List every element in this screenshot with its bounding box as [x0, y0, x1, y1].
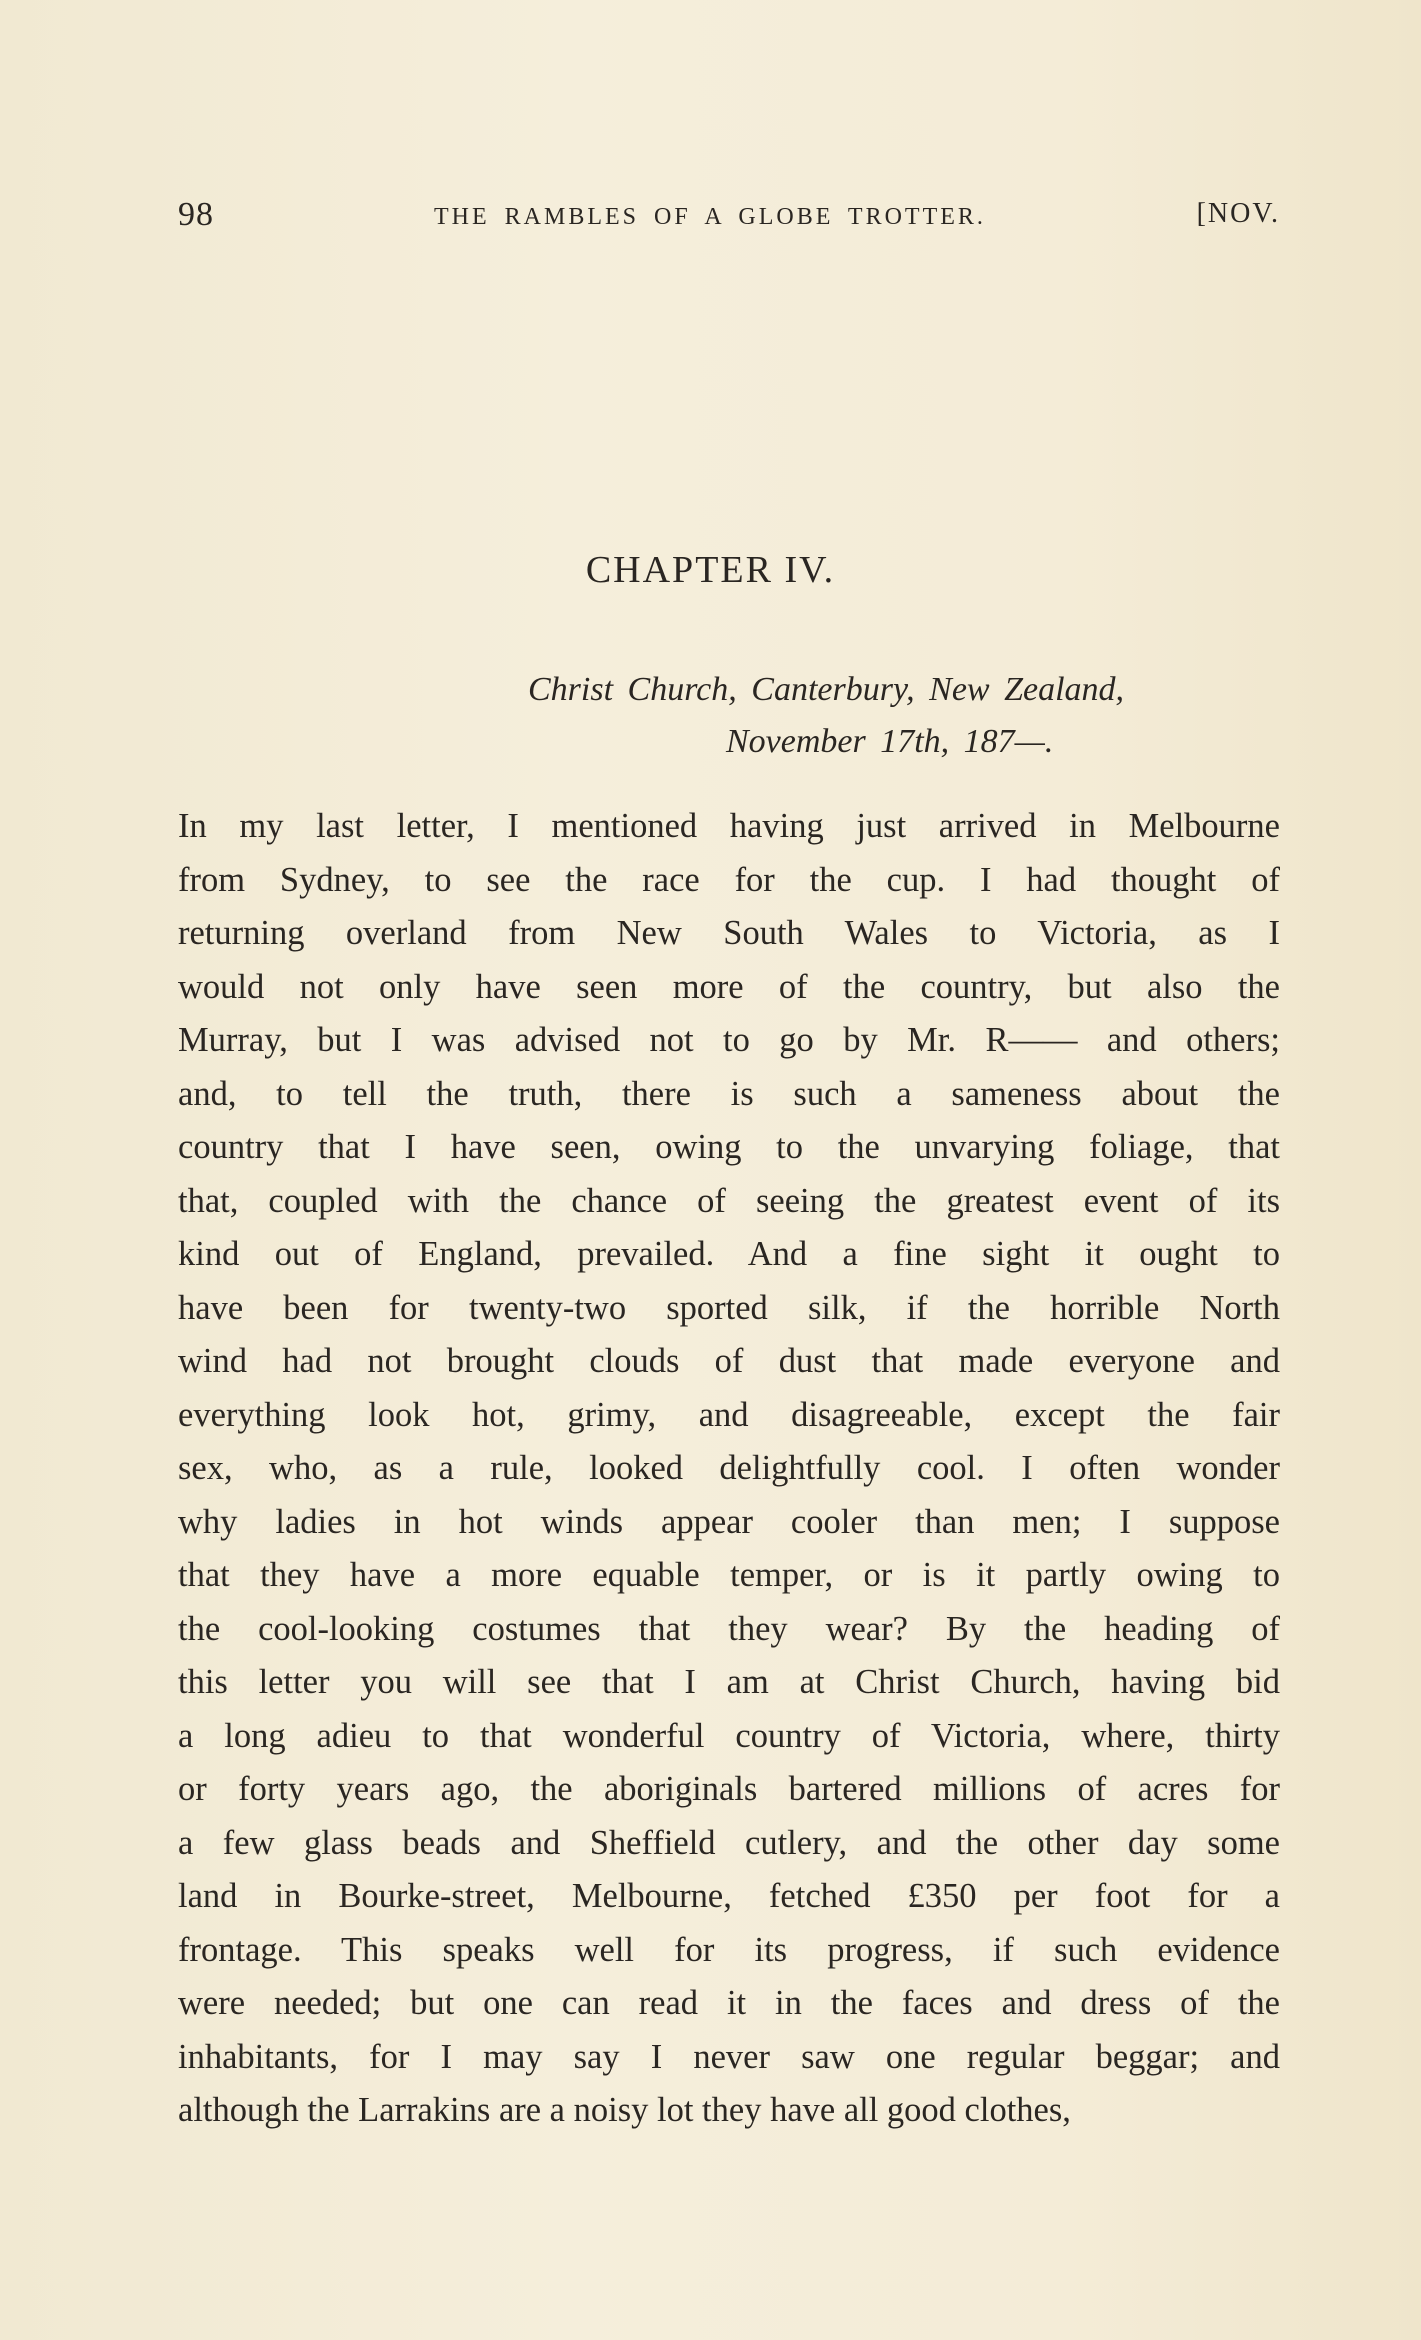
- text-line: kind out of England, prevailed. And a fine sight it ought to: [178, 1235, 1280, 1273]
- page-number: 98: [178, 196, 214, 233]
- text-line: In my last letter, I mentioned having just arrived in Melbourne: [178, 807, 1280, 845]
- text-line: why ladies in hot winds appear cooler than men; I suppose: [178, 1502, 1280, 1541]
- text-line: sex, who, as a rule, looked delightfully cool. I often wonder: [178, 1449, 1280, 1487]
- text-line: and, to tell the truth, there is such a sameness about the: [178, 1074, 1280, 1113]
- text-line: returning overland from New South Wales to Victoria, as I: [178, 914, 1280, 952]
- text-line: land in Bourke-street, Melbourne, fetched £350 per foot for a: [178, 1877, 1280, 1915]
- text-line: frontage. This speaks well for its progress, if such evidence: [178, 1930, 1280, 1969]
- running-title: THE RAMBLES OF A GLOBE TROTTER.: [434, 204, 986, 230]
- body-text: [178, 800, 1280, 2138]
- text-line: a long adieu to that wonderful country of Victoria, where, thirty: [178, 1716, 1280, 1755]
- text-line: this letter you will see that I am at Christ Church, having bid: [178, 1663, 1280, 1701]
- chapter-title: CHAPTER IV.: [585, 549, 836, 591]
- dateline-date: November 17th, 187—.: [726, 723, 1054, 760]
- text-line: everything look hot, grimy, and disagreeable, except the fair: [178, 1395, 1280, 1434]
- text-line: inhabitants, for I may say I never saw one regular beggar; and: [178, 2037, 1280, 2076]
- text-line: have been for twenty-two sported silk, if the horrible North: [178, 1288, 1280, 1327]
- text-line: although the Larrakins are a noisy lot they have all good clothes,: [178, 2091, 1071, 2129]
- text-line: that they have a more equable temper, or is it partly owing to: [178, 1556, 1280, 1594]
- text-line: wind had not brought clouds of dust that made everyone and: [178, 1342, 1280, 1380]
- text-line: country that I have seen, owing to the unvarying foliage, that: [178, 1128, 1280, 1166]
- running-month: [NOV.: [1196, 198, 1280, 229]
- dateline-place: Christ Church, Canterbury, New Zealand,: [528, 671, 1125, 708]
- text-line: a few glass beads and Sheffield cutlery, and the other day some: [178, 1823, 1280, 1862]
- text-line: were needed; but one can read it in the faces and dress of the: [178, 1984, 1280, 2022]
- running-header: [178, 196, 1280, 242]
- text-line: would not only have seen more of the country, but also the: [178, 967, 1280, 1006]
- text-line: that, coupled with the chance of seeing the greatest event of its: [178, 1181, 1280, 1220]
- text-line: Murray, but I was advised not to go by Mr. R—— and others;: [178, 1021, 1280, 1059]
- text-line: or forty years ago, the aboriginals bartered millions of acres for: [178, 1770, 1280, 1808]
- text-line: from Sydney, to see the race for the cup. I had thought of: [178, 860, 1280, 899]
- text-line: the cool-looking costumes that they wear? By the heading of: [178, 1609, 1280, 1648]
